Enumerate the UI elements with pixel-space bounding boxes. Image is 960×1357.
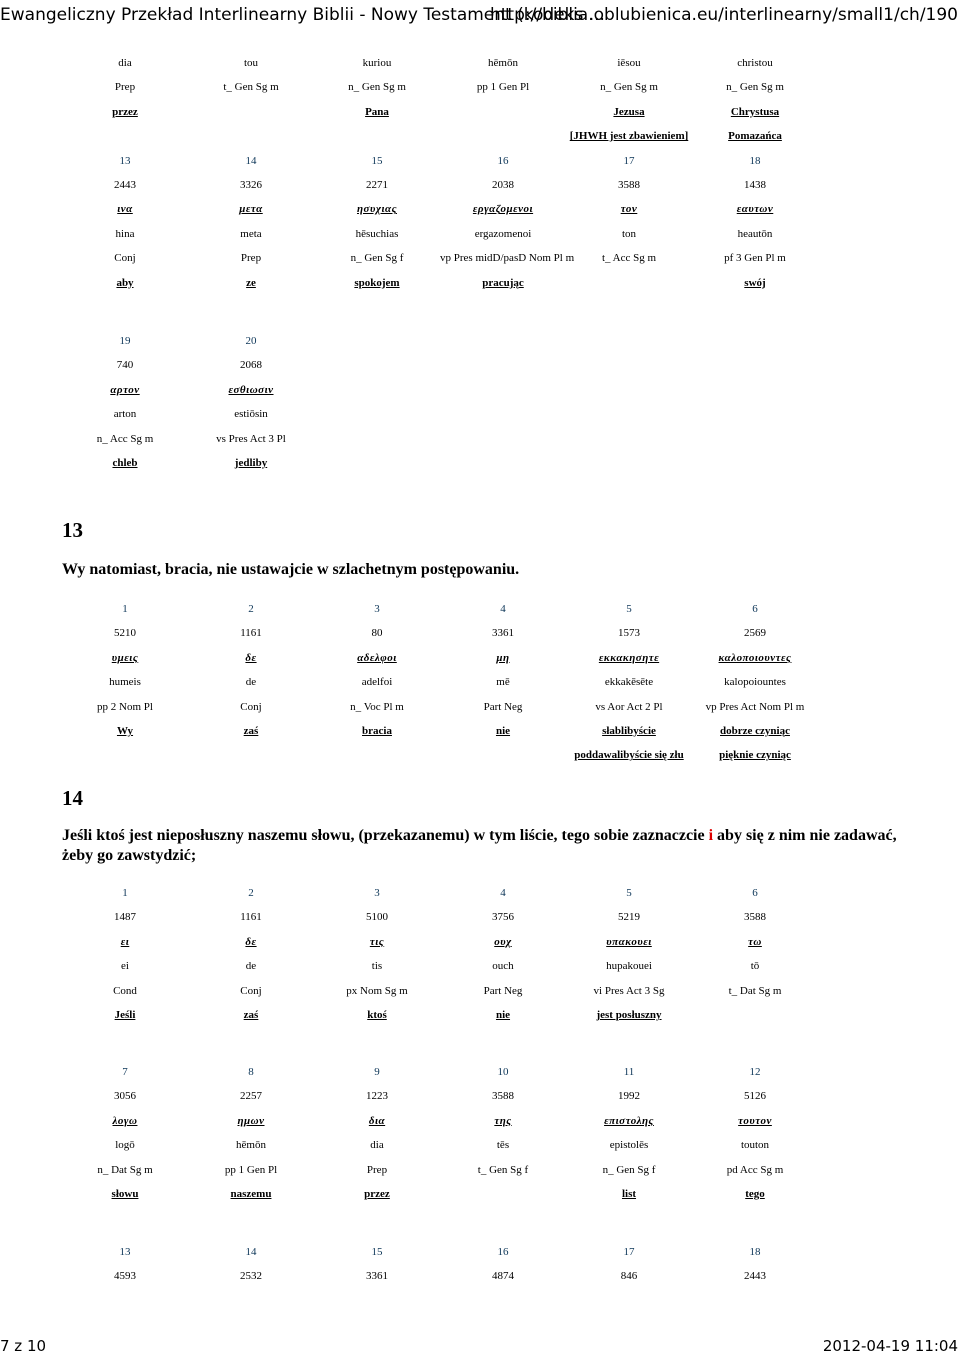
translation-word[interactable]: słablibyście	[602, 724, 656, 737]
word-number: 16	[497, 1246, 509, 1258]
translation-word[interactable]: ze	[246, 276, 256, 289]
translation-word[interactable]	[314, 451, 440, 475]
word-cell: 4593	[114, 1270, 136, 1283]
translation-word[interactable]: naszemu	[230, 1187, 272, 1200]
translation-word[interactable]: zaś	[243, 1008, 259, 1021]
translation-word[interactable]: swój	[744, 276, 766, 289]
greek-word[interactable]: λογω	[112, 1114, 138, 1127]
word-cell: Prep	[240, 252, 262, 265]
word-cell: ergazomenoi	[474, 227, 532, 240]
greek-word[interactable]: τις	[369, 935, 385, 948]
greek-word[interactable]: υμεις	[111, 651, 139, 664]
word-number: 3	[374, 603, 380, 615]
greek-word[interactable]: δε	[245, 651, 257, 664]
translation-word[interactable]: przez	[364, 1187, 390, 1200]
word-cell: 2443	[744, 1270, 766, 1283]
word-cell	[566, 402, 692, 426]
translation-word[interactable]: chleb	[112, 456, 138, 469]
greek-word[interactable]	[692, 378, 818, 402]
word-cell: tēs	[496, 1139, 510, 1152]
word-cell: epistolēs	[609, 1139, 649, 1152]
word-cell: 3756	[492, 911, 514, 924]
word-cell: pd Acc Sg m	[726, 1163, 784, 1176]
word-number: 1	[122, 887, 128, 899]
translation-word[interactable]	[188, 124, 314, 148]
word-cell	[314, 402, 440, 426]
translation-word[interactable]: nie	[495, 1008, 511, 1021]
greek-word[interactable]: καλοποιουντες	[718, 651, 792, 664]
word-cell: 1487	[114, 911, 136, 924]
word-cell: 5210	[114, 627, 136, 640]
word-number: 6	[752, 887, 758, 899]
word-number: 18	[749, 1246, 761, 1258]
word-cell: pp 1 Gen Pl	[224, 1163, 278, 1176]
translation-word[interactable]: dobrze czyniąc	[720, 724, 790, 737]
interlinear-block	[62, 597, 944, 768]
word-number: 3	[374, 887, 380, 899]
translation-word[interactable]: bracia	[362, 724, 392, 737]
translation-word[interactable]: Jezusa	[613, 105, 645, 118]
translation-word[interactable]: Pomazańca	[728, 130, 782, 143]
translation-word[interactable]: jedliby	[234, 456, 268, 469]
greek-word[interactable]: εργαζομενοι	[472, 203, 534, 216]
word-cell: vi Pres Act 3 Sg	[593, 984, 665, 997]
interlinear-block	[62, 51, 944, 295]
word-number: 13	[119, 1246, 131, 1258]
word-cell: hēsuchias	[355, 227, 399, 240]
greek-word[interactable]: εσθιωσιν	[228, 383, 274, 396]
word-number: 10	[497, 1066, 509, 1078]
translation-word[interactable]	[314, 124, 440, 148]
word-number: 8	[248, 1066, 254, 1078]
word-cell: vs Pres Act 3 Pl	[216, 432, 286, 445]
word-number: 18	[749, 154, 761, 167]
word-number: 4	[500, 603, 506, 615]
word-number	[692, 329, 818, 353]
verse-text-13: Wy natomiast, bracia, nie ustawajcie w szlachetnym postępowaniu.	[62, 561, 520, 578]
word-cell: estiōsin	[234, 408, 268, 421]
word-number: 20	[245, 335, 257, 347]
word-cell: 1161	[240, 911, 262, 924]
word-cell	[440, 353, 566, 377]
word-cell: 2443	[114, 178, 136, 191]
word-cell: Part Neg	[483, 700, 523, 713]
verse-text-14	[62, 826, 922, 866]
word-cell: 3326	[240, 178, 262, 191]
word-cell: 2271	[366, 178, 388, 191]
word-number: 16	[497, 154, 509, 167]
greek-word[interactable]	[440, 378, 566, 402]
word-number: 17	[623, 154, 635, 167]
greek-word[interactable]	[566, 378, 692, 402]
word-number: 2	[248, 603, 254, 615]
translation-word[interactable]	[188, 100, 314, 124]
word-cell: vp Pres midD/pasD Nom Pl m	[440, 252, 575, 265]
word-cell	[440, 427, 566, 451]
word-number: 5	[626, 887, 632, 899]
greek-word[interactable]	[314, 378, 440, 402]
word-cell: hina	[115, 227, 135, 240]
greek-word[interactable]: τον	[620, 203, 638, 216]
word-cell	[692, 427, 818, 451]
verse-number-14: 14	[62, 786, 83, 810]
word-cell: 3588	[492, 1090, 514, 1103]
word-number: 5	[626, 603, 632, 615]
word-cell: hēmōn	[488, 57, 518, 69]
greek-word[interactable]: ημων	[237, 1114, 265, 1127]
translation-word[interactable]: Jeśli	[114, 1008, 136, 1021]
word-number	[314, 329, 440, 353]
word-cell: Cond	[113, 984, 137, 997]
word-cell	[566, 353, 692, 377]
word-number: 15	[371, 1246, 383, 1258]
word-cell: 2038	[492, 178, 514, 191]
word-cell: 1992	[618, 1090, 640, 1103]
greek-word[interactable]: αρτον	[110, 383, 140, 396]
word-cell: ouch	[492, 960, 514, 973]
word-cell: 2569	[744, 627, 766, 640]
footer-page: 7 z 10	[0, 1337, 47, 1355]
greek-word[interactable]: τουτον	[738, 1114, 772, 1127]
translation-word[interactable]	[188, 743, 314, 767]
word-cell: 1573	[618, 627, 640, 640]
word-cell: 3588	[618, 178, 640, 191]
translation-word[interactable]	[440, 124, 566, 148]
word-number: 2	[248, 887, 254, 899]
word-cell: tis	[371, 960, 383, 973]
greek-word[interactable]: μετα	[239, 203, 263, 216]
interlinear-block	[62, 1060, 944, 1206]
translation-word[interactable]: ktoś	[367, 1008, 387, 1021]
word-cell: n_ Gen Sg m	[348, 81, 406, 94]
word-cell: Part Neg	[483, 984, 523, 997]
word-cell: vs Aor Act 2 Pl	[595, 700, 663, 713]
verse-text-14-part1: Jeśli ktoś jest nieposłuszny naszemu słowu, (przekazanemu) w tym liście, tego sobie zaznaczcie	[62, 827, 709, 844]
word-cell: logō	[115, 1139, 135, 1152]
greek-word[interactable]: υπακουει	[606, 935, 652, 948]
word-cell: 3056	[114, 1090, 136, 1103]
translation-word[interactable]: przez	[112, 105, 138, 118]
verse-number-13: 13	[62, 518, 83, 542]
word-cell: hupakouei	[606, 960, 652, 973]
word-cell: humeis	[109, 676, 141, 689]
word-cell: de	[245, 960, 257, 973]
word-cell: ei	[121, 960, 129, 973]
translation-word[interactable]	[314, 743, 440, 767]
word-cell: 2257	[240, 1090, 262, 1103]
word-number: 12	[749, 1066, 761, 1078]
translation-word[interactable]: tego	[745, 1187, 765, 1200]
word-cell: Conj	[240, 700, 262, 713]
word-cell: 3588	[744, 911, 766, 924]
greek-word[interactable]: εκκακησητε	[598, 651, 660, 664]
word-cell: 5126	[744, 1090, 766, 1103]
word-cell: meta	[240, 227, 262, 240]
word-cell: Conj	[114, 252, 136, 265]
word-number: 14	[245, 1246, 257, 1258]
word-cell: dia	[370, 1139, 384, 1152]
greek-word[interactable]: της	[494, 1114, 512, 1127]
translation-word[interactable]: zaś	[243, 724, 259, 737]
page-header	[0, 0, 960, 30]
word-cell: 80	[371, 627, 383, 640]
word-cell: 2532	[240, 1270, 262, 1283]
word-cell	[314, 427, 440, 451]
word-number	[440, 329, 566, 353]
translation-word[interactable]: Pana	[365, 105, 389, 118]
word-cell: t_ Gen Sg f	[477, 1163, 529, 1176]
translation-word[interactable]: Chrystusa	[730, 105, 780, 118]
translation-word[interactable]: jest posłuszny	[596, 1008, 662, 1021]
translation-word[interactable]: poddawalibyście się złu	[574, 749, 684, 762]
greek-word[interactable]: τω	[748, 935, 762, 948]
header-title: Ewangeliczny Przekład Interlinearny Biblii - Nowy Testament (kodeks ...	[0, 5, 605, 25]
greek-word[interactable]: επιστολης	[604, 1114, 654, 1127]
word-cell: vp Pres Act Nom Pl m	[705, 700, 805, 713]
word-cell: de	[245, 676, 257, 689]
word-cell: touton	[740, 1139, 770, 1152]
word-cell: t_ Acc Sg m	[601, 252, 657, 265]
word-cell	[566, 427, 692, 451]
greek-word[interactable]: ησυχιας	[356, 203, 397, 216]
translation-word[interactable]	[566, 451, 692, 475]
word-number: 13	[119, 154, 131, 167]
word-number: 15	[371, 154, 383, 167]
word-cell: arton	[113, 408, 137, 421]
translation-word[interactable]: słowu	[111, 1187, 139, 1200]
translation-word[interactable]	[62, 743, 188, 767]
word-cell: n_ Acc Sg m	[96, 432, 154, 445]
word-number	[566, 329, 692, 353]
greek-word[interactable]: ινα	[117, 203, 133, 216]
translation-word[interactable]	[440, 743, 566, 767]
page-footer	[0, 1336, 960, 1356]
verse-text-14-red: i	[708, 827, 714, 844]
word-cell	[692, 353, 818, 377]
word-cell: kalopoiountes	[724, 676, 786, 689]
word-cell: dia	[118, 57, 132, 69]
word-number: 11	[623, 1066, 635, 1078]
translation-word[interactable]	[62, 124, 188, 148]
greek-word[interactable]: εαυτων	[736, 203, 774, 216]
word-number: 4	[500, 887, 506, 899]
greek-word[interactable]: αδελφοι	[357, 651, 397, 664]
word-cell: pp 2 Nom Pl	[97, 700, 153, 713]
word-cell: 1438	[744, 178, 766, 191]
word-number: 6	[752, 603, 758, 615]
interlinear-block	[62, 329, 944, 475]
word-cell: n_ Gen Sg m	[600, 81, 658, 94]
word-cell: christou	[737, 57, 773, 69]
word-cell: 3361	[492, 627, 514, 640]
word-cell: t_ Dat Sg m	[728, 984, 782, 997]
translation-word[interactable]	[692, 451, 818, 475]
translation-word[interactable]: aby	[116, 276, 134, 289]
word-cell	[692, 402, 818, 426]
word-cell: n_ Gen Sg m	[726, 81, 784, 94]
translation-word[interactable]: Wy	[116, 724, 134, 737]
word-cell: pf 3 Gen Pl m	[724, 252, 786, 265]
word-cell: kuriou	[362, 57, 392, 69]
word-number: 1	[122, 603, 128, 615]
word-cell: 2068	[240, 359, 262, 372]
translation-word[interactable]: pięknie czyniąc	[719, 749, 791, 762]
word-number: 9	[374, 1066, 380, 1078]
word-cell	[314, 353, 440, 377]
greek-word[interactable]: ουχ	[494, 935, 512, 948]
word-cell: iēsou	[617, 57, 641, 69]
translation-word[interactable]: [JHWH jest zbawieniem]	[569, 130, 689, 143]
translation-word[interactable]	[692, 1003, 818, 1027]
word-cell: hēmōn	[236, 1139, 266, 1152]
word-cell: mē	[496, 676, 510, 689]
word-cell: n_ Gen Sg f	[602, 1163, 656, 1176]
word-cell: Prep	[114, 81, 136, 94]
greek-word[interactable]: δια	[368, 1114, 386, 1127]
translation-word[interactable]	[440, 1182, 566, 1206]
translation-word[interactable]	[566, 271, 692, 295]
word-cell: heautōn	[737, 227, 773, 240]
interlinear-block	[62, 1240, 944, 1289]
word-cell: 1161	[240, 627, 262, 640]
word-cell: tou	[243, 57, 259, 69]
word-cell: adelfoi	[361, 676, 393, 689]
word-cell: 846	[620, 1270, 638, 1283]
word-cell: 5100	[366, 911, 388, 924]
word-cell: ekkakēsēte	[604, 676, 654, 689]
word-cell: pp 1 Gen Pl	[476, 81, 530, 94]
greek-word[interactable]: δε	[245, 935, 257, 948]
translation-word[interactable]: pracując	[482, 276, 524, 289]
word-cell: Prep	[366, 1163, 388, 1176]
word-number: 7	[122, 1066, 128, 1078]
translation-word[interactable]	[440, 100, 566, 124]
word-cell: n_ Dat Sg m	[97, 1163, 153, 1176]
translation-word[interactable]: list	[621, 1187, 637, 1200]
word-cell: 740	[116, 359, 134, 372]
word-cell: tō	[750, 960, 760, 973]
translation-word[interactable]	[440, 451, 566, 475]
greek-word[interactable]: ει	[120, 935, 130, 948]
word-cell: n_ Voc Pl m	[350, 700, 404, 713]
word-cell: px Nom Sg m	[346, 984, 408, 997]
verse-text-14-part2: aby się z nim nie zadawać, żeby go zawstydzić;	[62, 827, 897, 864]
word-cell: ton	[621, 227, 637, 240]
word-number: 19	[119, 335, 131, 347]
footer-datetime: 2012-04-19 11:04	[822, 1337, 958, 1355]
word-cell: Conj	[240, 984, 262, 997]
word-cell: n_ Gen Sg f	[350, 252, 404, 265]
word-cell: 3361	[366, 1270, 388, 1283]
word-number: 17	[623, 1246, 635, 1258]
interlinear-block	[62, 881, 944, 1027]
word-cell: 1223	[366, 1090, 388, 1103]
word-number: 14	[245, 154, 257, 167]
word-cell: 5219	[618, 911, 640, 924]
greek-word[interactable]: μη	[496, 651, 510, 664]
header-url[interactable]: http://biblia.oblubienica.eu/interlinearny/small1/ch/190	[489, 5, 958, 25]
word-cell: 4874	[492, 1270, 514, 1283]
translation-word[interactable]: nie	[495, 724, 511, 737]
word-cell: t_ Gen Sg m	[223, 81, 279, 94]
translation-word[interactable]: spokojem	[354, 276, 400, 289]
word-cell	[440, 402, 566, 426]
